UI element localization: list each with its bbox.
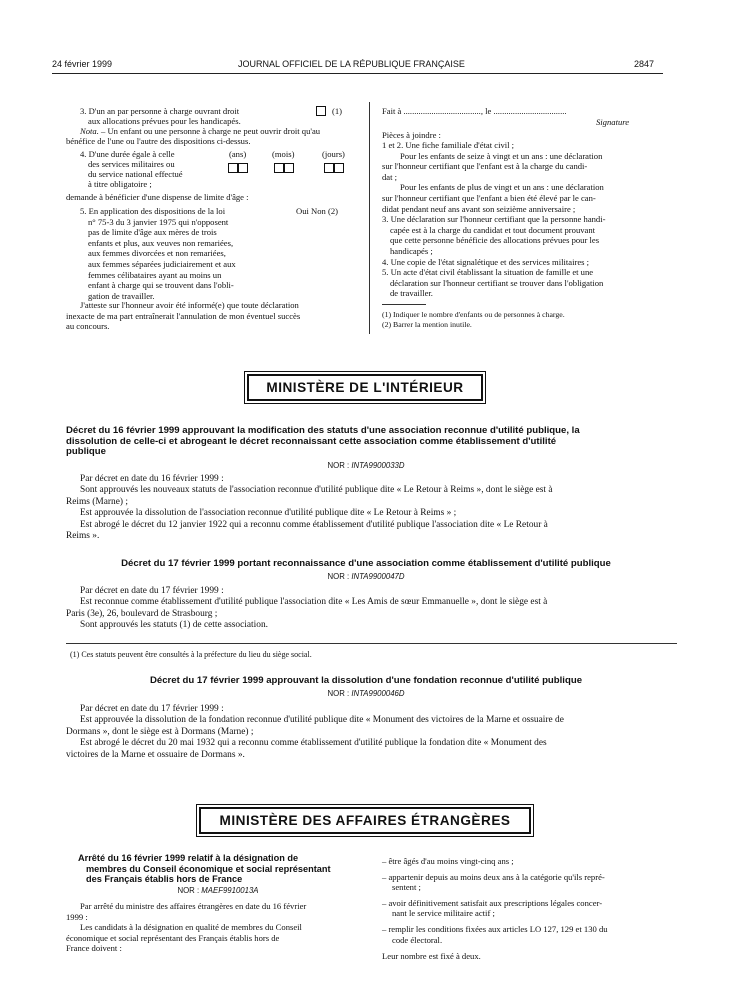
condition-line: – avoir définitivement satisfait aux prescriptions légales concer- — [382, 897, 603, 908]
item5-line: pas de limite d'âge aux mères de trois — [88, 227, 217, 238]
ministry-interieur-title: MINISTÈRE DE L'INTÉRIEUR — [247, 374, 483, 401]
piece-line: dat ; — [382, 171, 398, 182]
body-line: Paris (3e), 26, boulevard de Strasbourg ; — [66, 608, 218, 619]
footnote-rule — [382, 304, 426, 305]
decree3-body — [66, 704, 666, 761]
arrete-nor — [78, 886, 358, 895]
nota-text: – Un enfant ou une personne à charge ne peut ouvrir droit qu'au — [98, 126, 321, 136]
body-line: Dormans », dont le siège est à Dormans (Marne) ; — [66, 726, 254, 737]
form-item4-line2: des services militaires ou — [88, 159, 175, 169]
decree1-nor — [66, 461, 666, 470]
decree2-footnote-rule — [66, 643, 677, 644]
col-ans: (ans) — [229, 149, 247, 159]
body-line: Sont approuvés les statuts (1) de cette association. — [80, 620, 268, 631]
nor-code: MAEF9910013A — [201, 886, 259, 895]
body-line: Reims ». — [66, 531, 100, 542]
body-line: Sont approuvés les nouveaux statuts de l'association reconnue d'utilité publique dite « Le Retour à Reims », dont le siège est à — [80, 485, 553, 496]
nota-label: Nota. — [80, 126, 99, 136]
body-line: Est reconnue comme établissement d'utilité publique l'association dite « Les Amis de sœur Emmanuelle », dont le siège est à — [80, 597, 548, 608]
nor-code: INTA9900033D — [351, 461, 405, 470]
pieces-title: Pièces à joindre : — [382, 130, 441, 140]
arrete-title-line: membres du Conseil économique et social représentant — [86, 863, 331, 874]
item5-line: aux femmes séparées judiciairement et aux — [88, 258, 236, 269]
piece-line: de travailler. — [390, 288, 433, 299]
piece-line: handicapés ; — [390, 245, 433, 256]
body-line: économique et social représentant des Français établis hors de — [66, 932, 280, 943]
item5-line: enfant à charge qui se trouvent dans l'obli- — [88, 280, 234, 291]
condition-line: – remplir les conditions fixées aux articles LO 127, 129 et 130 du — [382, 923, 608, 934]
decree3-title: Décret du 17 février 1999 approuvant la dissolution d'une fondation reconnue d'utilité publique — [149, 675, 583, 686]
decree1-title-line: Décret du 16 février 1999 approuvant la modification des statuts d'une association reconnue d'utilité publique, la — [66, 425, 580, 436]
body-line: Est abrogé le décret du 12 janvier 1922 qui a reconnu comme établissement d'utilité publique l'association dite « Le Retour à — [80, 519, 548, 530]
piece-line: déclaration sur l'honneur certifiant se trouver dans l'obligation — [390, 277, 604, 288]
journal-title: JOURNAL OFFICIEL DE LA RÉPUBLIQUE FRANÇAISE — [238, 59, 465, 69]
arrete-body — [66, 901, 358, 954]
piece-line: didat pendant neuf ans avant son seizième anniversaire ; — [382, 203, 576, 214]
piece-line: 4. Une copie de l'état signalétique et des services militaires ; — [382, 256, 590, 267]
piece-line: 5. Un acte d'état civil établissant la situation de famille et une — [382, 267, 594, 278]
col-mois: (mois) — [272, 149, 295, 159]
item5-line: gation de travailler. — [88, 290, 155, 301]
form-item4-line3: du service national effectué — [88, 169, 183, 179]
body-line: Par décret en date du 17 février 1999 : — [80, 586, 224, 596]
col-jours: (jours) — [322, 149, 345, 159]
signature-label: Signature — [596, 117, 630, 127]
condition-line: code électoral. — [392, 934, 443, 945]
decree3-nor — [66, 689, 666, 698]
nor-label: NOR : — [177, 886, 202, 895]
condition-line: sentent ; — [392, 882, 421, 893]
piece-line: sur l'honneur certifiant que l'enfant a bien été élevé par le can- — [382, 192, 596, 203]
item5-line: 5. En application des dispositions de la loi — [80, 206, 226, 216]
body-line: Est abrogé le décret du 20 mai 1932 qui a reconnu comme établissement d'utilité publique la fondation dite « Monument des — [80, 738, 547, 749]
header-date: 24 février 1999 — [52, 59, 113, 69]
decree2-title: Décret du 17 février 1999 portant reconnaissance d'une association comme établissement d'utilité publique — [121, 558, 611, 569]
body-line: Est approuvée la dissolution de l'association reconnue d'utilité publique dite « Le Retour à Reims » ; — [80, 508, 457, 519]
nota — [80, 126, 320, 137]
oui-non-label: Oui Non (2) — [296, 206, 339, 216]
piece-line: sur l'honneur certifiant que l'enfant est à la charge du candi- — [382, 161, 588, 172]
page-number: 2847 — [634, 59, 655, 69]
footnote-1: (1) Indiquer le nombre d'enfants ou de personnes à charge. — [382, 310, 565, 319]
body-line: Les candidats à la désignation en qualité de membres du Conseil — [80, 922, 302, 933]
decree2-body — [66, 586, 666, 632]
form-item4-line4: à titre obligatoire ; — [88, 179, 152, 189]
body-line: France doivent : — [66, 943, 122, 954]
item5-line: n° 75-3 du 3 janvier 1975 qui n'opposent — [88, 216, 229, 227]
body-line: Est approuvée la dissolution de la fondation reconnue d'utilité publique dite « Monument des victoires de la Marne et ossuaire de — [80, 715, 564, 726]
item3-checkbox — [316, 106, 326, 118]
piece-line: capée est à la charge du candidat et tout document prouvant — [390, 224, 596, 235]
item5-line: enfants et plus, aux veuves non remariées, — [88, 237, 234, 248]
decree1-title — [66, 426, 666, 458]
arrete-conditions — [382, 856, 662, 962]
piece-line: 3. Une déclaration sur l'honneur certifiant que la personne handi- — [382, 214, 606, 225]
ministry-affaires-etrangeres-title: MINISTÈRE DES AFFAIRES ÉTRANGÈRES — [199, 807, 531, 834]
mois-boxes — [274, 163, 294, 175]
form-item3-line2: aux allocations prévues pour les handicapés. — [88, 116, 241, 126]
body-line: 1999 : — [66, 911, 88, 922]
body-line: Reims (Marne) ; — [66, 496, 128, 507]
demande-text: demande à bénéficier d'une dispense de limite d'âge : — [66, 192, 249, 202]
ministry-interieur-box — [244, 371, 486, 404]
attestation — [66, 300, 356, 332]
form-item5 — [80, 206, 280, 301]
form-item4-line1: 4. D'une durée égale à celle — [80, 149, 175, 159]
ans-boxes — [228, 163, 248, 175]
pieces-list — [382, 140, 662, 299]
nor-label: NOR : — [327, 572, 352, 581]
condition-line: nant le service militaire actif ; — [392, 908, 495, 919]
condition-line: – être âgés d'au moins vingt-cinq ans ; — [382, 856, 514, 866]
fait-a-line: Fait à ...................................., le .................................. — [382, 106, 567, 116]
nota-text-2: bénéfice de l'une ou l'autre des dispositions ci-dessus. — [66, 136, 251, 146]
decree2-footnote: (1) Ces statuts peuvent être consultés à la préfecture du lieu du siège social. — [70, 650, 312, 659]
arrete-title-line: Arrêté du 16 février 1999 relatif à la désignation de — [78, 853, 299, 863]
piece-line: que cette personne bénéficie des allocations prévues pour les — [390, 235, 600, 246]
ministry-affaires-etrangeres-box — [196, 804, 534, 837]
piece-line: 1 et 2. Une fiche familiale d'état civil ; — [382, 140, 515, 150]
body-line: victoires de la Marne et ossuaire de Dormans ». — [66, 749, 245, 760]
column-divider — [369, 102, 370, 334]
item5-line: femmes célibataires ayant au moins un — [88, 269, 222, 280]
piece-line: Pour les enfants de seize à vingt et un ans : une déclaration — [400, 150, 603, 161]
form-item3-line1: 3. D'un an par personne à charge ouvrant droit — [80, 106, 240, 116]
decree1-body — [66, 474, 666, 542]
attestation-line: au concours. — [66, 321, 110, 332]
arrete-title — [78, 853, 358, 885]
footnote-2: (2) Barrer la mention inutile. — [382, 319, 472, 329]
jours-boxes — [324, 163, 344, 175]
nor-label: NOR : — [327, 461, 352, 470]
nor-label: NOR : — [327, 689, 352, 698]
arrete-title-line: des Français établis hors de France — [86, 874, 243, 885]
nor-code: INTA9900047D — [351, 572, 405, 581]
body-line: Par décret en date du 17 février 1999 : — [80, 704, 224, 714]
attestation-line: J'atteste sur l'honneur avoir été informé(e) que toute déclaration — [80, 300, 299, 310]
condition-line: – appartenir depuis au moins deux ans à la catégorie qu'ils repré- — [382, 871, 605, 882]
nor-code: INTA9900046D — [351, 689, 405, 698]
item5-line: aux femmes divorcées et non remariées, — [88, 248, 226, 259]
decree1-title-line: dissolution de celle-ci et abrogeant le décret reconnaissant cette association comme établissement d'utilité — [66, 435, 557, 447]
form-footnotes — [382, 310, 565, 329]
decree1-title-line: publique — [66, 446, 106, 458]
header-rule — [52, 73, 663, 74]
item3-note-ref: (1) — [332, 106, 343, 116]
body-line: Par décret en date du 16 février 1999 : — [80, 474, 224, 484]
body-line: Par arrêté du ministre des affaires étrangères en date du 16 février — [80, 901, 307, 911]
decree2-nor — [66, 572, 666, 581]
closing-line: Leur nombre est fixé à deux. — [382, 951, 481, 962]
attestation-line: inexacte de ma part entraînerait l'annulation de mon éventuel succès — [66, 310, 301, 321]
piece-line: Pour les enfants de plus de vingt et un ans : une déclaration — [400, 182, 604, 193]
